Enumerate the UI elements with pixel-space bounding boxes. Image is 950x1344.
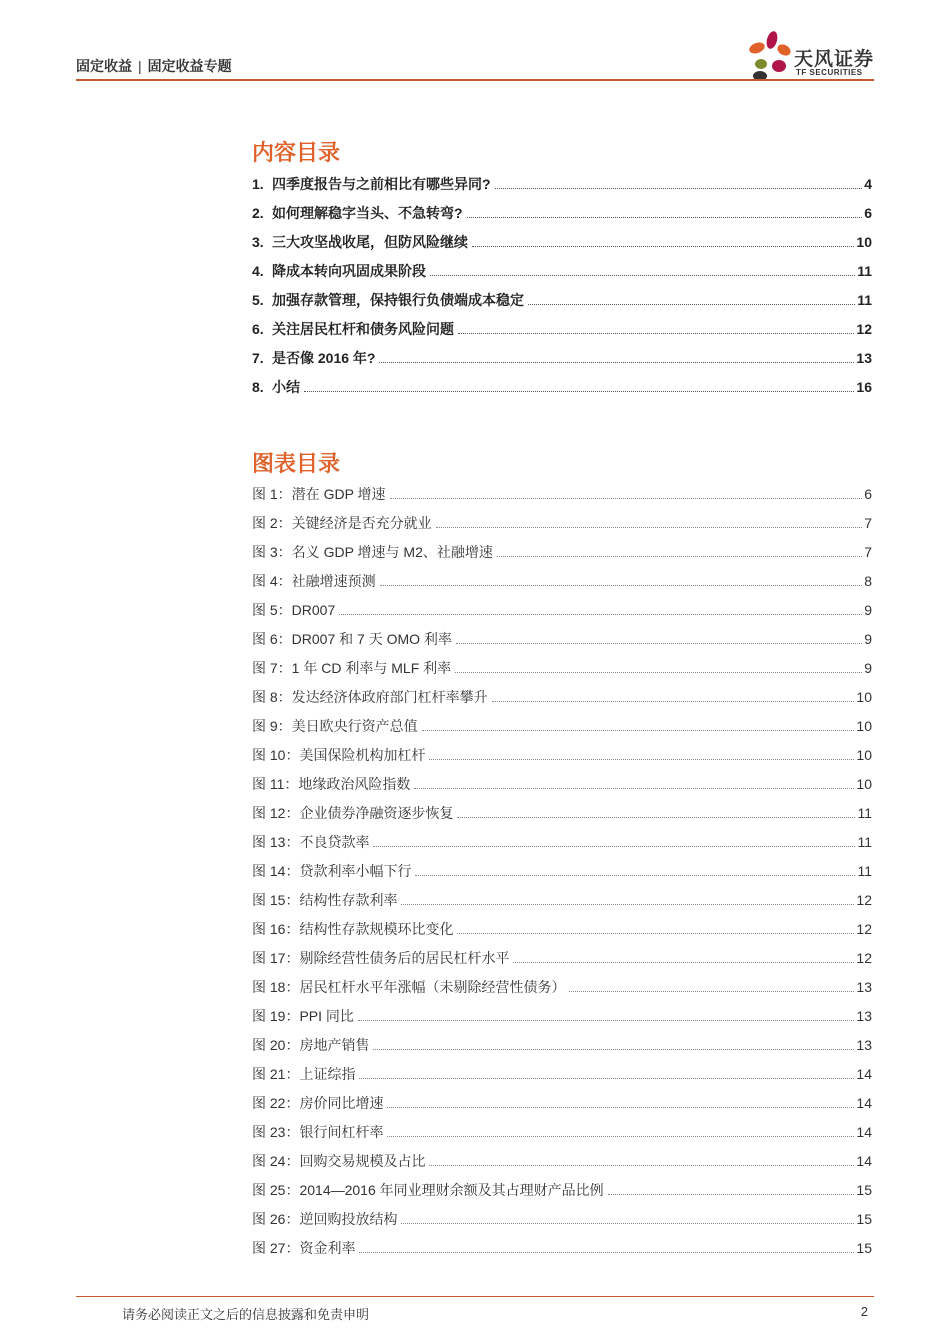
toc-row[interactable] [252, 286, 872, 315]
figure-row[interactable] [252, 509, 872, 538]
figure-row[interactable] [252, 1118, 872, 1147]
figure-label: 图 27：资金利率 [252, 1240, 356, 1256]
leader-dots [569, 991, 854, 992]
toc-label: 加强存款管理，保持银行负债端成本稳定 [272, 292, 524, 308]
toc-row[interactable] [252, 257, 872, 286]
company-logo [748, 30, 878, 82]
figures-list [252, 480, 872, 1263]
leader-dots [414, 788, 854, 789]
figure-page: 13 [856, 1008, 872, 1024]
figure-label: 图 24：回购交易规模及占比 [252, 1153, 426, 1169]
figure-row[interactable] [252, 741, 872, 770]
contents-list [252, 170, 872, 402]
figure-page: 10 [856, 776, 872, 792]
leader-dots [497, 556, 862, 557]
toc-row[interactable] [252, 373, 872, 402]
figure-row[interactable] [252, 683, 872, 712]
leader-dots [304, 391, 854, 392]
figure-label: 图 1：潜在 GDP 增速 [252, 486, 386, 502]
figure-row[interactable] [252, 857, 872, 886]
figure-label: 图 23：银行间杠杆率 [252, 1124, 384, 1140]
figure-label: 图 5：DR007 [252, 602, 336, 618]
leader-dots [608, 1194, 855, 1195]
figure-label: 图 16：结构性存款规模环比变化 [252, 921, 454, 937]
figure-label: 图 9：美日欧央行资产总值 [252, 718, 418, 734]
figure-page: 14 [856, 1153, 872, 1169]
figure-page: 11 [857, 805, 872, 821]
figure-page: 8 [864, 573, 872, 589]
figure-row[interactable] [252, 625, 872, 654]
figure-label: 图 18：居民杠杆水平年涨幅（未剔除经营性债务） [252, 979, 566, 995]
figure-row[interactable] [252, 567, 872, 596]
leader-dots [401, 1223, 854, 1224]
toc-page: 12 [856, 321, 872, 337]
toc-label: 如何理解稳字当头、不急转弯? [272, 205, 463, 221]
figure-page: 11 [857, 834, 872, 850]
figure-row[interactable] [252, 1002, 872, 1031]
leader-dots [359, 1078, 854, 1079]
toc-label: 关注居民杠杆和债务风险问题 [272, 321, 454, 337]
header-separator: | [138, 58, 142, 74]
toc-number: 4. [252, 263, 264, 279]
figure-page: 12 [856, 921, 872, 937]
figure-page: 15 [856, 1240, 872, 1256]
toc-row[interactable] [252, 170, 872, 199]
toc-number: 2. [252, 205, 264, 221]
figure-page: 13 [856, 1037, 872, 1053]
figure-label: 图 12：企业债券净融资逐步恢复 [252, 805, 454, 821]
figure-row[interactable] [252, 799, 872, 828]
toc-page: 11 [857, 292, 872, 308]
footer-disclaimer: 请务必阅读正文之后的信息披露和免责申明 [122, 1307, 370, 1322]
figure-page: 9 [864, 602, 872, 618]
leader-dots [436, 527, 863, 528]
figure-row[interactable] [252, 480, 872, 509]
figure-page: 14 [856, 1095, 872, 1111]
figure-page: 10 [856, 718, 872, 734]
figure-label: 图 2：关键经济是否充分就业 [252, 515, 432, 531]
figure-row[interactable] [252, 1060, 872, 1089]
toc-label: 三大攻坚战收尾，但防风险继续 [272, 234, 468, 250]
figure-label: 图 21：上证综指 [252, 1066, 356, 1082]
header-section: 固定收益 [76, 58, 132, 74]
figure-label: 图 26：逆回购投放结构 [252, 1211, 398, 1227]
toc-number: 3. [252, 234, 264, 250]
figure-page: 14 [856, 1066, 872, 1082]
figure-row[interactable] [252, 915, 872, 944]
figure-label: 图 3：名义 GDP 增速与 M2、社融增速 [252, 544, 493, 560]
leader-dots [339, 614, 862, 615]
leader-dots [429, 759, 854, 760]
leader-dots [390, 498, 863, 499]
figure-label: 图 7：1 年 CD 利率与 MLF 利率 [252, 660, 452, 676]
toc-row[interactable] [252, 315, 872, 344]
brand-name: 天风证券 [794, 49, 875, 70]
figure-label: 图 6：DR007 和 7 天 OMO 利率 [252, 631, 452, 647]
figure-row[interactable] [252, 886, 872, 915]
flower-logo-icon [748, 30, 794, 82]
figure-row[interactable] [252, 1205, 872, 1234]
figure-label: 图 25：2014—2016 年同业理财余额及其占理财产品比例 [252, 1182, 604, 1198]
figure-page: 12 [856, 892, 872, 908]
toc-page: 11 [857, 263, 872, 279]
leader-dots [430, 275, 855, 276]
figure-page: 14 [856, 1124, 872, 1140]
figure-page: 7 [864, 544, 872, 560]
figure-row[interactable] [252, 712, 872, 741]
leader-dots [472, 246, 854, 247]
figure-label: 图 19：PPI 同比 [252, 1008, 354, 1024]
leader-dots [387, 1107, 854, 1108]
leader-dots [373, 846, 855, 847]
leader-dots [373, 1049, 854, 1050]
figure-page: 7 [864, 515, 872, 531]
figure-page: 11 [857, 863, 872, 879]
leader-dots [422, 730, 855, 731]
figure-row[interactable] [252, 654, 872, 683]
figure-row[interactable] [252, 1031, 872, 1060]
leader-dots [380, 585, 863, 586]
leader-dots [387, 1136, 854, 1137]
toc-label: 小结 [272, 379, 300, 395]
figure-row[interactable] [252, 1234, 872, 1263]
leader-dots [495, 188, 863, 189]
toc-label: 是否像 2016 年? [272, 350, 376, 366]
figure-label: 图 22：房价同比增速 [252, 1095, 384, 1111]
header-subsection: 固定收益专题 [147, 58, 232, 74]
toc-row[interactable] [252, 344, 872, 373]
figure-label: 图 11：地缘政治风险指数 [252, 776, 411, 792]
toc-row[interactable] [252, 228, 872, 257]
figure-label: 图 15：结构性存款利率 [252, 892, 398, 908]
figure-page: 15 [856, 1182, 872, 1198]
leader-dots [455, 672, 862, 673]
leader-dots [492, 701, 855, 702]
figure-row[interactable] [252, 828, 872, 857]
figure-label: 图 8：发达经济体政府部门杠杆率攀升 [252, 689, 488, 705]
toc-label: 降成本转向巩固成果阶段 [272, 263, 426, 279]
figure-page: 9 [864, 631, 872, 647]
page-number: 2 [860, 1304, 868, 1319]
toc-title: 内容目录 [252, 140, 341, 165]
toc-number: 1. [252, 176, 264, 192]
leader-dots [457, 933, 854, 934]
figure-page: 6 [864, 486, 872, 502]
leader-dots [429, 1165, 854, 1166]
leader-dots [467, 217, 863, 218]
figures-title: 图表目录 [252, 451, 341, 476]
figure-label: 图 10：美国保险机构加杠杆 [252, 747, 426, 763]
toc-number: 6. [252, 321, 264, 337]
figure-row[interactable] [252, 1176, 872, 1205]
figure-page: 15 [856, 1211, 872, 1227]
leader-dots [379, 362, 854, 363]
figure-row[interactable] [252, 770, 872, 799]
leader-dots [458, 333, 854, 334]
page-header [76, 56, 232, 76]
figure-row[interactable] [252, 596, 872, 625]
leader-dots [415, 875, 855, 876]
figure-label: 图 17：剔除经营性债务后的居民杠杆水平 [252, 950, 510, 966]
leader-dots [457, 817, 855, 818]
toc-page: 16 [856, 379, 872, 395]
brand-name-en: TF SECURITIES [796, 68, 863, 77]
leader-dots [358, 1020, 855, 1021]
toc-number: 8. [252, 379, 264, 395]
figure-label: 图 13：不良贷款率 [252, 834, 370, 850]
leader-dots [456, 643, 862, 644]
figure-row[interactable] [252, 973, 872, 1002]
leader-dots [359, 1252, 854, 1253]
toc-page: 4 [864, 176, 872, 192]
figure-label: 图 20：房地产销售 [252, 1037, 370, 1053]
figure-row[interactable] [252, 538, 872, 567]
toc-label: 四季度报告与之前相比有哪些异同? [272, 176, 491, 192]
figure-row[interactable] [252, 1147, 872, 1176]
toc-page: 13 [856, 350, 872, 366]
figure-label: 图 4：社融增速预测 [252, 573, 376, 589]
toc-page: 6 [864, 205, 872, 221]
toc-row[interactable] [252, 199, 872, 228]
toc-page: 10 [856, 234, 872, 250]
figure-page: 9 [864, 660, 872, 676]
toc-number: 5. [252, 292, 264, 308]
leader-dots [401, 904, 854, 905]
figure-page: 13 [856, 979, 872, 995]
figure-row[interactable] [252, 944, 872, 973]
figure-row[interactable] [252, 1089, 872, 1118]
leader-dots [528, 304, 855, 305]
header-divider [76, 79, 874, 81]
footer-divider [76, 1296, 874, 1297]
figure-page: 12 [856, 950, 872, 966]
figure-page: 10 [856, 747, 872, 763]
leader-dots [513, 962, 854, 963]
figure-label: 图 14：贷款利率小幅下行 [252, 863, 412, 879]
figure-page: 10 [856, 689, 872, 705]
toc-number: 7. [252, 350, 264, 366]
